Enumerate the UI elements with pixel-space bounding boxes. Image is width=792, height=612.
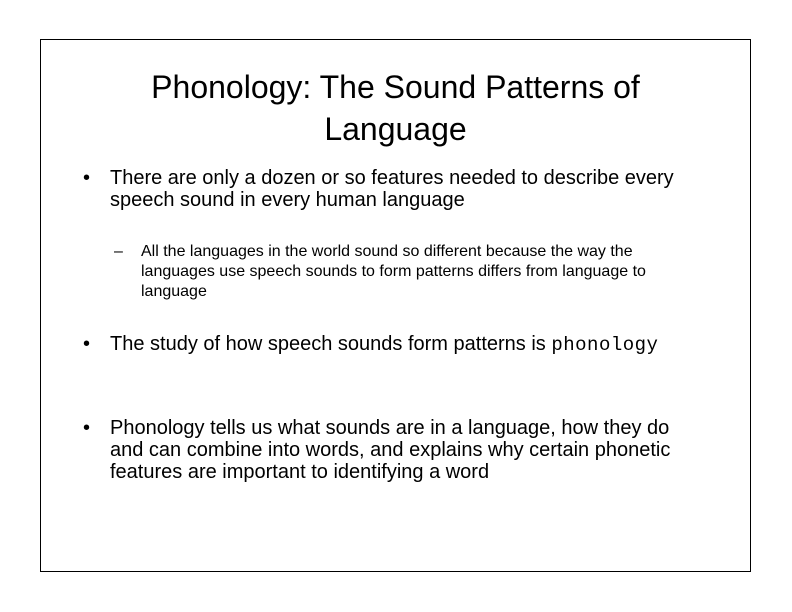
sub-bullet-languages-text: All the languages in the world sound so different because the way the languages use speech sounds to form patterns differs from language to language	[141, 243, 646, 300]
bullet-phonology-tells-text: Phonology tells us what sounds are in a language, how they do and can combine into words, and explains why certain phonetic features are important to identifying a word	[110, 417, 671, 483]
bullet-marker: •	[83, 417, 91, 439]
dash-marker: –	[114, 243, 123, 260]
slide-title-line-1: Phonology: The Sound Patterns of	[151, 69, 640, 105]
sub-bullet-languages	[114, 242, 701, 302]
bullet-marker: •	[83, 167, 91, 189]
bullet-phonology-tells	[83, 417, 708, 483]
bullet-features	[83, 167, 710, 211]
bullet-features-text: There are only a dozen or so features needed to describe every speech sound in every human language	[110, 167, 674, 211]
bullet-study	[83, 333, 670, 356]
slide-title	[40, 66, 751, 150]
bullet-marker: •	[83, 333, 91, 355]
slide-title-line-2: Language	[324, 111, 467, 147]
phonology-term: phonology	[551, 334, 659, 356]
bullet-study-text: The study of how speech sounds form patterns is	[110, 333, 546, 355]
